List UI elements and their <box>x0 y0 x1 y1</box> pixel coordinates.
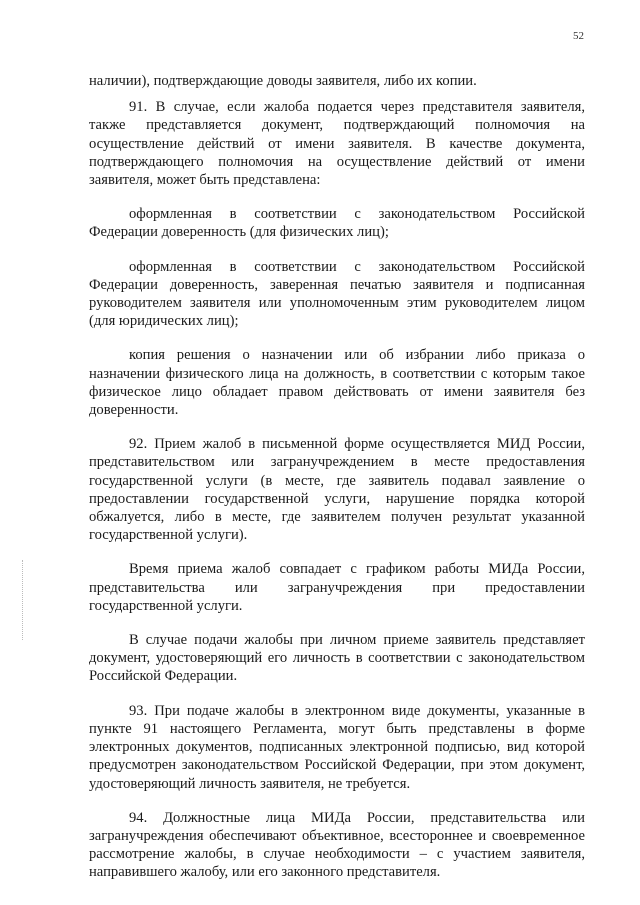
paragraph-94: 94. Должностные лица МИДа России, представительства или загранучреждения обеспечивают объективное, всестороннее и своевременное рассмотрение жалобы, в случае необходимости – с участием заявителя, направившего жалобу, или его законного представителя. <box>89 809 585 881</box>
paragraph-continuation: наличии), подтверждающие доводы заявителя, либо их копии. <box>89 73 477 89</box>
list-item-individuals: оформленная в соответствии с законодательством Российской Федерации доверенность (для физических лиц); <box>89 206 585 241</box>
document-body <box>89 72 585 882</box>
paragraph-92: 92. Прием жалоб в письменной форме осуществляется МИД России, представительством или загранучреждением в месте предоставления государственной услуги (в месте, где заявитель подавал заявление о предоставлении государственной услуги, нарушение порядка которой обжалуется, либо в месте, где заявителем получен результат указанной государственной услуги). <box>89 436 585 544</box>
page-number: 52 <box>573 30 584 42</box>
scan-margin-mark <box>22 560 24 640</box>
paragraph-93: 93. При подаче жалобы в электронном виде документы, указанные в пункте 91 настоящего Регламента, могут быть представлены в форме электронных документов, подписанных электронной подписью, вид которой предусмотрен законодательством Российской Федерации, при этом документ, удостоверяющий личность заявителя, не требуется. <box>89 702 585 792</box>
paragraph-91: 91. В случае, если жалоба подается через представителя заявителя, также представляется документ, подтверждающий полномочия на осуществление действий от имени заявителя. В качестве документа, подтверждающего полномочия на осуществление действий от имени заявителя, может быть представлена: <box>89 99 585 189</box>
list-item-appointment-copy: копия решения о назначении или об избрании либо приказа о назначении физического лица на должность, в соответствии с которым такое физическое лицо обладает правом действовать от имени заявителя без доверенности. <box>89 347 585 419</box>
paragraph-reception-time: Время приема жалоб совпадает с графиком работы МИДа России, представительства или загранучреждения при предоставлении государственной услуги. <box>89 561 585 614</box>
list-item-legal-entities: оформленная в соответствии с законодательством Российской Федерации доверенность, заверенная печатью заявителя и подписанная руководителем заявителя или уполномоченным этим руководителем лицом (для юридических лиц); <box>89 258 585 330</box>
paragraph-personal-reception: В случае подачи жалобы при личном приеме заявитель представляет документ, удостоверяющий его личность в соответствии с законодательством Российской Федерации. <box>89 632 585 685</box>
